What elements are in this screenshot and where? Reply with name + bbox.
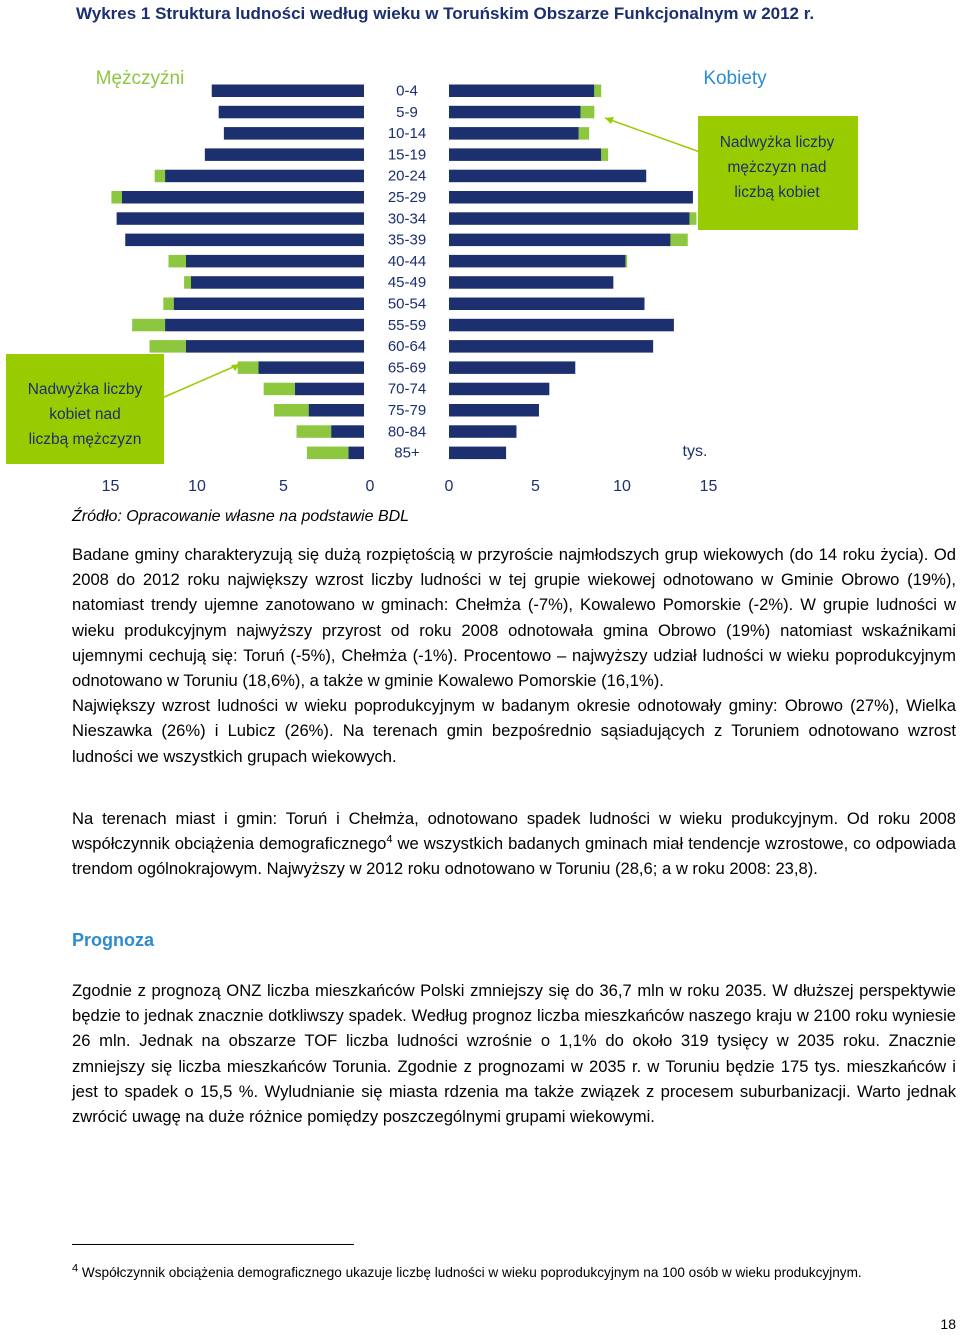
male-bar-40-44	[186, 255, 364, 268]
male-bar-85+	[348, 447, 364, 460]
x-tick-left: 0	[365, 478, 375, 495]
male-surplus-bar-0-4	[594, 85, 601, 98]
footnote-separator	[72, 1244, 354, 1245]
x-tick-right: 0	[444, 478, 454, 495]
paragraph-forecast	[72, 978, 956, 1129]
age-group-label: 15-19	[387, 146, 427, 164]
age-group-label: 10-14	[387, 125, 427, 143]
women-surplus-label: kobiet nad	[49, 406, 121, 423]
female-bar-30-34	[449, 212, 689, 225]
unit-label: tys.	[682, 443, 708, 460]
male-surplus-bar-40-44	[625, 255, 627, 268]
female-surplus-bar-50-54	[163, 298, 173, 311]
women-surplus-pointer	[162, 364, 240, 398]
paragraph-3: Zgodnie z prognozą ONZ liczba mieszkańców Polski zmniejszy się do 36,7 mln w roku 2035. W dłuższej perspektywie będzie to jednak znacznie dotkliwszy spadek. Według prognoz liczba mieszkańców naszego kraju w 2100 roku wyniesie 26 mln. Jednak na obszarze TOF liczba ludności wzrośnie o 1,1% do około 319 tysięcy w 2035 roku. Znacznie zmniejszy się liczba mieszkańców Torunia. Zgodnie z prognozami w 2035 r. w Toruniu będzie 175 tys. mieszkańców i jest to spadek o 15,5 %. Wyludnianie się miasta rdzenia ma także związek z procesem suburbanizacji. Warto jednak zwrócić uwagę na duże różnice pomiędzy poszczególnymi grupami wiekowymi.	[72, 981, 956, 1127]
female-bar-15-19	[449, 148, 601, 161]
section-heading-prognoza: Prognoza	[72, 930, 155, 950]
x-tick-right: 5	[531, 478, 540, 495]
x-tick-right: 10	[613, 478, 631, 495]
men-surplus-label: mężczyzn nad	[727, 159, 827, 176]
age-group-label: 45-49	[387, 274, 427, 292]
female-bar-0-4	[449, 85, 594, 98]
male-surplus-bar-35-39	[670, 234, 687, 247]
male-surplus-bar-15-19	[601, 148, 608, 161]
paragraph-dependency	[72, 806, 956, 882]
page-number: 18	[940, 1316, 956, 1332]
female-bar-60-64	[449, 340, 653, 353]
male-bar-25-29	[122, 191, 364, 204]
male-bar-15-19	[205, 148, 364, 161]
age-group-label: 40-44	[387, 252, 427, 270]
footnote-text: Współczynnik obciążenia demograficznego ukazuje liczbę ludności w wieku poprodukcyjnym na 100 osób w wieku produkcyjnym.	[78, 1265, 862, 1280]
female-bar-80-84	[449, 425, 516, 438]
men-surplus-label: Nadwyżka liczby	[719, 134, 835, 151]
age-group-label: 75-79	[387, 402, 427, 419]
age-group-label: 50-54	[387, 295, 427, 313]
age-group-label: 25-29	[387, 189, 427, 206]
female-bar-35-39	[449, 234, 670, 247]
male-surplus-bar-30-34	[689, 212, 696, 225]
age-group-label: 35-39	[387, 231, 427, 249]
female-bar-50-54	[449, 298, 644, 311]
female-surplus-bar-70-74	[264, 383, 295, 396]
female-surplus-bar-80-84	[297, 425, 332, 438]
age-group-label: 20-24	[387, 167, 427, 185]
footnote-reference[interactable]: 4	[386, 833, 393, 846]
male-bar-35-39	[125, 234, 364, 247]
male-bar-10-14	[224, 127, 364, 140]
age-group-label: 80-84	[387, 423, 427, 441]
male-bar-5-9	[219, 106, 364, 119]
x-tick-left: 10	[188, 478, 206, 495]
female-surplus-bar-25-29	[111, 191, 121, 204]
men-surplus-label: liczbą kobiet	[734, 184, 820, 201]
female-bar-40-44	[449, 255, 625, 268]
female-bar-25-29	[449, 191, 693, 204]
male-bar-50-54	[174, 298, 364, 311]
male-bar-80-84	[331, 425, 364, 438]
figure-title: Wykres 1 Struktura ludności według wieku w Toruńskim Obszarze Funkcjonalnym w 2012 r.	[76, 4, 815, 23]
female-bar-10-14	[449, 127, 579, 140]
age-group-label: 60-64	[387, 338, 427, 356]
female-surplus-bar-65-69	[238, 361, 259, 374]
female-bar-20-24	[449, 170, 646, 183]
female-surplus-bar-75-79	[274, 404, 309, 417]
age-group-label: 70-74	[387, 380, 427, 398]
male-bar-20-24	[165, 170, 364, 183]
males-title: Mężczyźni	[95, 68, 185, 89]
female-bar-85+	[449, 447, 506, 460]
female-bar-5-9	[449, 106, 580, 119]
male-bar-45-49	[191, 276, 364, 289]
footnote-number: 4	[72, 1262, 79, 1275]
female-surplus-bar-20-24	[155, 170, 165, 183]
male-bar-65-69	[258, 361, 364, 374]
paragraph-demographics	[72, 542, 956, 769]
male-surplus-bar-5-9	[580, 106, 594, 119]
female-bar-65-69	[449, 361, 575, 374]
male-bar-70-74	[295, 383, 364, 396]
age-group-label: 65-69	[387, 359, 427, 377]
female-surplus-bar-45-49	[184, 276, 191, 289]
male-surplus-bar-10-14	[579, 127, 589, 140]
footnote	[72, 1263, 902, 1282]
paragraph-1a: Badane gminy charakteryzują się dużą rozpiętością w przyroście najmłodszych grup wiekowych (do 14 roku życia). Od 2008 do 2012 roku największy wzrost liczby ludności w tej grupie wiekowej odnotowano w Gminie Obrowo (19%), natomiast trendy ujemne zanotowano w gminach: Chełmża (-7%), Kowalewo Pomorskie (-2%). W grupie ludności w wieku produkcyjnym najwyższy przyrost od roku 2008 odnotowała gmina Obrowo (19%) natomiast wskaźnikami ujemnymi cechują się: Toruń (-5%), Chełmża (-1%). Procentowo – najwyższy udział ludności w wieku poprodukcyjnym odnotowano w Toruniu (18,6%), a także w gminie Kowalewo Pomorskie (16,1%).	[72, 545, 956, 691]
x-tick-left: 15	[101, 478, 120, 495]
male-bar-55-59	[165, 319, 364, 332]
age-group-label: 5-9	[396, 103, 418, 121]
age-group-label: 30-34	[387, 210, 427, 228]
paragraph-2-text-end: we wszystkich badanych gminach miał tendencje wzrostowe, co odpowiada trendom ogólnokrajowym. Najwyższy w 2012 roku odnotowano w Toruniu (28,6; a w roku 2008: 23,8).	[72, 834, 956, 879]
male-bar-0-4	[212, 85, 364, 98]
male-bar-60-64	[186, 340, 364, 353]
figure-source: Źródło: Opracowanie własne na podstawie BDL	[72, 508, 410, 525]
females-title: Kobiety	[703, 68, 767, 89]
age-group-label: 55-59	[387, 316, 427, 334]
x-tick-right: 15	[699, 478, 718, 495]
female-bar-75-79	[449, 404, 539, 417]
x-tick-left: 5	[279, 478, 288, 495]
age-group-label: 85+	[394, 444, 420, 462]
female-surplus-bar-40-44	[169, 255, 186, 268]
paragraph-1b: Największy wzrost ludności w wieku poprodukcyjnym w badanym okresie odnotowały gminy: Obrowo (27%), Wielka Nieszawka (26%) i Lubicz (26%). Na terenach gmin bezpośrednio sąsiadujących z Toruniem odnotowano wzrost ludności we wszystkich grupach wiekowych.	[72, 696, 956, 766]
female-bar-55-59	[449, 319, 674, 332]
female-bar-45-49	[449, 276, 613, 289]
paragraph-2-text: Na terenach miast i gmin: Toruń i Chełmża, odnotowano spadek ludności w wieku produkcyjnym. Od roku 2008 współczynnik obciążenia demograficznego	[72, 809, 956, 854]
age-group-label: 0-4	[396, 82, 418, 100]
female-surplus-bar-55-59	[132, 319, 165, 332]
female-bar-70-74	[449, 383, 549, 396]
population-pyramid-chart	[0, 60, 960, 500]
female-surplus-bar-60-64	[149, 340, 185, 353]
male-bar-30-34	[117, 212, 364, 225]
women-surplus-label: Nadwyżka liczby	[27, 381, 143, 398]
male-bar-75-79	[309, 404, 364, 417]
men-surplus-pointer	[605, 118, 700, 152]
female-surplus-bar-85+	[307, 447, 349, 460]
women-surplus-label: liczbą mężczyzn	[28, 431, 142, 448]
